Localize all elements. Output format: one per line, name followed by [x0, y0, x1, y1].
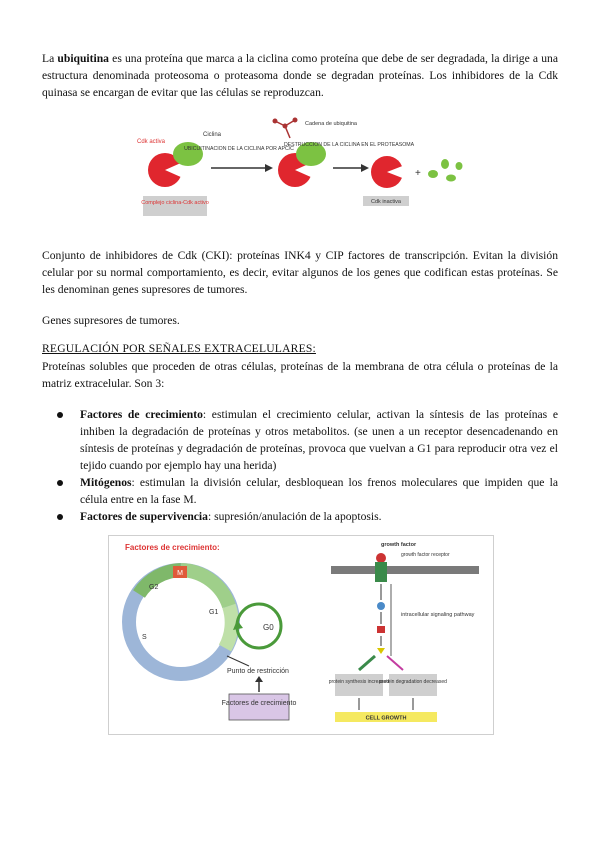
step2-label: DESTRUCCION DE LA CICLINA EN EL PROTEASOMA [283, 142, 415, 148]
growth-factor-figure [108, 535, 494, 735]
factores-box-label: Factores de crecimiento [221, 700, 297, 707]
complejo-box [143, 196, 207, 216]
phase-s: S [142, 634, 147, 641]
phase-m: M [177, 570, 183, 577]
pathway-label: intracellular signaling pathway [401, 612, 475, 618]
bullet-icon [57, 412, 63, 418]
list-item: Factores de supervivencia: supresión/anulación de la apoptosis. [42, 508, 558, 525]
list-item: Factores de crecimiento: estimulan el crecimiento celular, activan la síntesis de las proteínas e inhiben la degradación de proteínas y otros metabolitos. (se unen a un receptor desencadenando en síntesis de proteínas y degradación de proteínas, provoca que vuelvan a G1 para reproducir otra vez el tejido cuando por ejemplo hay una herida) [42, 406, 558, 474]
genes-paragraph: Genes supresores de tumores. [42, 314, 180, 327]
signals-list [42, 406, 558, 525]
cell-growth-label: CELL GROWTH [365, 715, 407, 722]
plus-sign: + [415, 168, 421, 179]
intro-post: es una proteína que marca a la ciclina como proteína que debe de ser degradada, la dirige a una estructura denominada proteosoma o proteasoma donde se degradan proteínas. Los inhibidores de la Cdk quinasa se encargan de evitar que las células se reproduzcan. [42, 52, 558, 99]
cdk-active-label: Cdk activa [137, 139, 166, 145]
bullet-icon [57, 480, 63, 486]
intro-paragraph [42, 50, 558, 101]
intro-bold-term: ubiquitina [57, 52, 109, 65]
cdk-inactive-shape [371, 156, 405, 188]
receptor-label: growth factor receptor [401, 552, 450, 558]
list-item: Mitógenos: estimulan la división celular, desbloquean los frenos moleculares que impiden que la célula entre en la fase M. [42, 474, 558, 508]
fig2-title: Factores de crecimiento: [125, 543, 220, 552]
factores-box [229, 694, 289, 720]
phase-g2: G2 [149, 584, 159, 591]
restriction-label: Punto de restricción [227, 668, 289, 675]
cell-cycle-diagram [129, 566, 281, 674]
ciclina-label: Ciclina [203, 132, 222, 138]
ubiquitin-chain-icon [273, 118, 298, 139]
restriction-pointer [227, 656, 249, 666]
phase-g1: G1 [209, 609, 219, 616]
synthesis-label: protein synthesis increased [328, 679, 390, 685]
step1-label: UBICUITINACION DE LA CICLINA POR APC/C [184, 146, 294, 152]
growth-factor-label: growth factor [381, 542, 417, 548]
bullet-icon [57, 514, 63, 520]
cadena-label: Cadena de ubiquitina [305, 121, 357, 127]
section-heading: REGULACIÓN POR SEÑALES EXTRACELULARES: [42, 342, 316, 355]
signals-paragraph: Proteínas solubles que proceden de otras células, proteínas de la membrana de otra célula o proteínas de la matriz extracelular. Son 3: [42, 360, 558, 390]
phase-g0: G0 [263, 623, 274, 632]
cyclin-fragments-icon [428, 159, 463, 182]
cdk-inactive-label: Cdk inactiva [371, 199, 401, 205]
ubiquitination-figure [135, 116, 465, 221]
cki-paragraph: Conjunto de inhibidores de Cdk (CKI): proteínas INK4 y CIP factores de transcripción. Evitan la división celular por su normal comportamiento, es decir, evitar algunos de los genes que codifican estas proteínas. Se les denominan genes supresores de tumores. [42, 249, 558, 296]
signaling-pathway-diagram [329, 542, 479, 722]
complejo-label: Complejo ciclina-Cdk activo [141, 200, 209, 206]
intro-pre: La [42, 52, 58, 65]
degradation-label: protein degradation decreased [379, 679, 447, 685]
